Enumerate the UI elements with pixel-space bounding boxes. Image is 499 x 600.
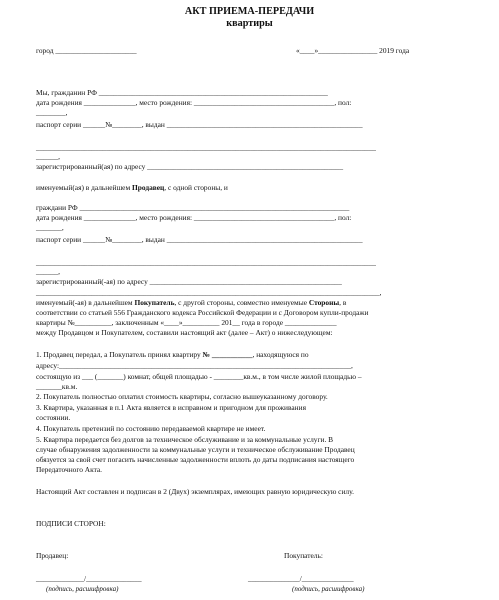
- intro-text-c: , с другой стороны, совместно именуемые: [174, 298, 309, 307]
- buyer-role-name: Покупатель: [134, 298, 175, 307]
- clause-1-line-1: [36, 350, 309, 359]
- buyer-birth-line: дата рождения ______________, место рождения: ______________________________________, пол:: [36, 213, 352, 222]
- document-subtitle: квартиры: [226, 18, 273, 29]
- clause-1-rooms: состоящую из ___ (_______) комнат, общей площадью - ________кв.м., в том числе жилой площадью –: [36, 372, 362, 381]
- clause-5-line-1: 5. Квартира передается без долгов за техническое обслуживание и за коммунальные услуги. В: [36, 435, 334, 444]
- buyer-passport-line: паспорт серии ______№________, выдан _____________________________________________________: [36, 235, 363, 244]
- buyer-address-line: зарегистрированный(-ая) по адресу ____________________________________________________: [36, 277, 342, 286]
- clause-4: 4. Покупатель претензий по состоянию передаваемой квартире не имеет.: [36, 424, 266, 433]
- signatures-heading: ПОДПИСИ СТОРОН:: [36, 519, 106, 528]
- clause-2: 2. Покупатель полностью оплатил стоимость квартиры, согласно вышеуказанному договору.: [36, 392, 328, 401]
- clause-1-address: адресу:_______________________________________________________________________________,: [36, 361, 353, 370]
- seller-signature-caption: (подпись, расшифровка): [46, 585, 119, 593]
- parties-term: Стороны: [308, 298, 340, 307]
- clause-1-number: № ___________: [202, 350, 253, 359]
- seller-signature-line: _____________/_______________: [36, 574, 142, 583]
- buyer-blank-short: ______,: [36, 267, 61, 276]
- clause-3-line-2: состоянии.: [36, 413, 71, 422]
- seller-sex-line: ________,: [36, 108, 68, 117]
- clause-1-area: _______кв.м.: [36, 382, 78, 391]
- clause-1-tail: , находящуюся по: [252, 350, 309, 359]
- seller-role-tail: , с одной стороны, и: [164, 183, 228, 192]
- intro-line-2: соответствии со статьей 556 Гражданского кодекса Российской Федерации и с Договором купли-продажи: [36, 308, 369, 317]
- clause-5-line-4: Передаточного Акта.: [36, 465, 103, 474]
- seller-blank-line: ____________________________________________________________________________________________: [36, 143, 376, 152]
- intro-text-a: именуемый(-ая) в дальнейшем: [36, 298, 135, 307]
- buyer-signature-caption: (подпись, расшифровка): [292, 585, 365, 593]
- intro-line-4: между Продавцом и Покупателем, составили настоящий акт (далее – Акт) о нижеследующем:: [36, 328, 333, 337]
- intro-text-e: , в: [339, 298, 347, 307]
- clause-5-line-3: обязуется за свой счет погасить начисленные задолженности вплоть до даты подписания настоящего: [36, 455, 355, 464]
- intro-line-1: [36, 298, 346, 307]
- closing-statement: Настоящий Акт составлен и подписан в 2 (Двух) экземплярах, имеющих равную юридическую силу.: [36, 487, 354, 496]
- seller-name-line: Мы, гражданин РФ ______________________________________________________________: [36, 88, 328, 97]
- buyer-name-line: граждани РФ _________________________________________________________________________: [36, 203, 350, 212]
- buyer-signature-line: ______________/______________: [248, 574, 354, 583]
- seller-passport-line: паспорт серии ______№________, выдан _____________________________________________________: [36, 120, 363, 129]
- clause-1-text: 1. Продавец передал, а Покупатель принял квартиру: [36, 350, 203, 359]
- seller-blank-short: ______,: [36, 152, 61, 161]
- clause-3-line-1: 3. Квартира, указанная в п.1 Акта является в исправном и пригодном для проживания: [36, 403, 306, 412]
- seller-birth-line: дата рождения ______________, место рождения: ______________________________________, пол:: [36, 98, 352, 107]
- buyer-address-cont: _____________________________________________________________________________________________,: [36, 288, 382, 297]
- city-field: город ______________________: [36, 46, 137, 55]
- buyer-sex-line: _______,: [36, 223, 64, 232]
- seller-address-line: зарегистрированный(ая) по адресу _____________________________________________________: [36, 162, 344, 171]
- date-field: «____»________________ 2019 года: [296, 46, 410, 55]
- document-title: АКТ ПРИЕМА-ПЕРЕДАЧИ: [184, 6, 315, 17]
- seller-role-name: Продавец: [131, 183, 165, 192]
- buyer-blank-line: ____________________________________________________________________________________________: [36, 258, 376, 267]
- seller-role-text: именуемый(ая) в дальнейшем: [36, 183, 132, 192]
- intro-line-3: квартиры №__________, заключенным «____»__________ 201__ года в городе ______________: [36, 318, 337, 327]
- seller-signature-label: Продавец:: [36, 551, 69, 560]
- seller-role-line: [36, 183, 228, 192]
- clause-5-line-2: случае обнаружения задолженности за коммунальные услуги и техническое обслуживание Продавец: [36, 445, 355, 454]
- buyer-signature-label: Покупатель:: [284, 551, 323, 560]
